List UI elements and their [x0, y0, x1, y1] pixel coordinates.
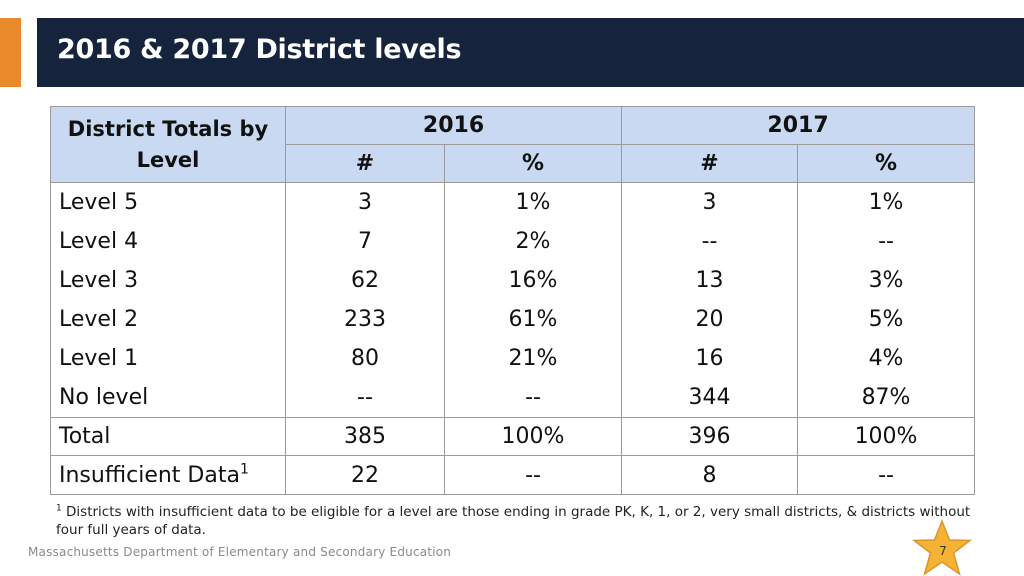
- district-levels-table: [50, 106, 975, 495]
- footnote-number: 1: [56, 503, 62, 514]
- row-label: Level 4: [59, 229, 139, 254]
- row-labels-cell: [51, 183, 286, 418]
- year-header-2016: 2016: [286, 107, 622, 145]
- table-cell: 80: [351, 346, 379, 371]
- table-cell: --: [445, 456, 622, 495]
- corner-header: District Totals by Level: [51, 107, 286, 183]
- footnote: [56, 503, 976, 539]
- table-cell: --: [701, 229, 718, 254]
- table-cell: --: [357, 385, 373, 410]
- table-cell: 100%: [445, 418, 622, 456]
- table-cell: --: [798, 456, 975, 495]
- sub-header-pct-2017: %: [798, 145, 975, 183]
- title-bar: [37, 18, 1024, 87]
- insufficient-label-cell: [51, 456, 286, 495]
- table-cell: 16%: [508, 268, 558, 293]
- count-2017-cell: [622, 183, 798, 418]
- count-2016-cell: [286, 183, 445, 418]
- table-cell: 3: [358, 190, 372, 215]
- sub-header-count-2016: #: [286, 145, 445, 183]
- footnote-marker: 1: [239, 461, 249, 478]
- level-rows-block: [51, 183, 975, 418]
- table-cell: 3: [702, 190, 717, 215]
- total-label: Total: [51, 418, 286, 456]
- slide-title: 2016 & 2017 District levels: [57, 34, 462, 65]
- row-label: Level 2: [59, 307, 139, 332]
- table-cell: --: [525, 385, 541, 410]
- table-cell: 3%: [868, 268, 904, 293]
- table-cell: 2%: [515, 229, 551, 254]
- table-cell: 22: [286, 456, 445, 495]
- table-cell: 385: [286, 418, 445, 456]
- table-cell: 344: [688, 385, 731, 410]
- table-cell: 87%: [861, 385, 911, 410]
- footer-organization: Massachusetts Department of Elementary and Secondary Education: [28, 545, 452, 559]
- table-cell: 16: [695, 346, 724, 371]
- row-label: Level 1: [59, 346, 139, 371]
- table-cell: 233: [344, 307, 386, 332]
- accent-bar: [0, 18, 21, 87]
- sub-header-count-2017: #: [622, 145, 798, 183]
- table-cell: 1%: [515, 190, 551, 215]
- row-label: No level: [59, 385, 149, 410]
- table-cell: 7: [358, 229, 372, 254]
- sub-header-pct-2016: %: [445, 145, 622, 183]
- table-cell: 62: [351, 268, 379, 293]
- table-cell: 1%: [868, 190, 904, 215]
- insufficient-label: Insufficient Data: [59, 462, 240, 488]
- footnote-text: Districts with insufficient data to be eligible for a level are those ending in grade PK, K, 1, or 2, very small districts, & districts without four full years of data.: [56, 504, 971, 538]
- pct-2017-cell: [798, 183, 975, 418]
- pct-2016-cell: [445, 183, 622, 418]
- table-cell: --: [878, 229, 894, 254]
- table-cell: 21%: [508, 346, 558, 371]
- total-row: [51, 418, 975, 456]
- table-cell: 8: [622, 456, 798, 495]
- row-label: Level 3: [59, 268, 139, 293]
- table-cell: 100%: [798, 418, 975, 456]
- table-cell: 13: [695, 268, 724, 293]
- year-header-2017: 2017: [622, 107, 975, 145]
- table-cell: 4%: [868, 346, 904, 371]
- insufficient-data-row: [51, 456, 975, 495]
- table-cell: 20: [695, 307, 724, 332]
- table-cell: 5%: [868, 307, 904, 332]
- table-cell: 396: [622, 418, 798, 456]
- page-number: 7: [939, 544, 947, 558]
- row-label: Level 5: [59, 190, 139, 215]
- table-cell: 61%: [508, 307, 558, 332]
